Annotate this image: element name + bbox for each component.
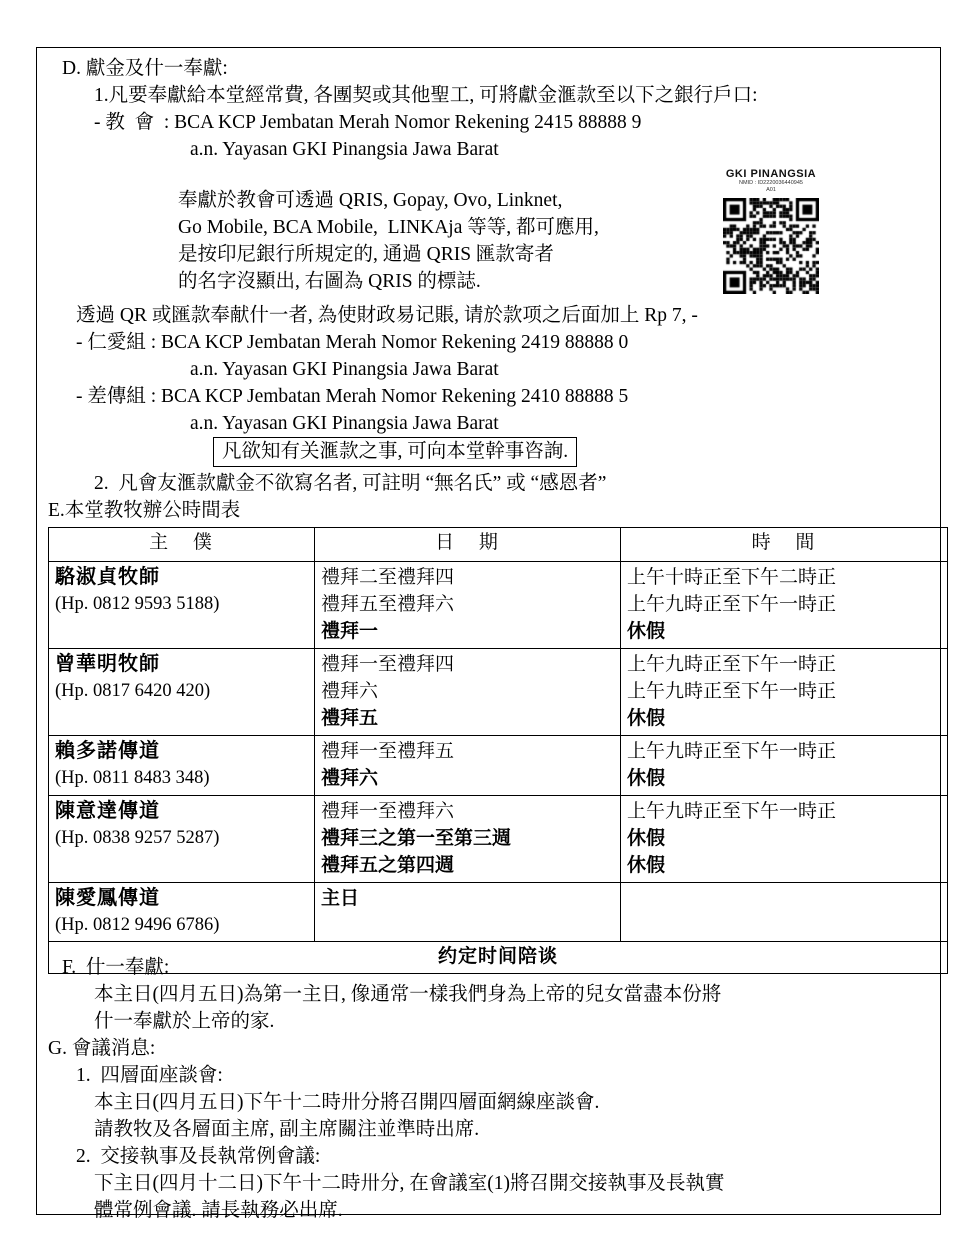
- section-g-item1-line2: 請教牧及各層面主席, 副主席關注並準時出席.: [94, 1119, 480, 1140]
- day-line: 禮拜一至禮拜四: [321, 654, 455, 675]
- time-line: 上午十時正至下午二時正: [627, 567, 837, 588]
- time-line: 休假: [627, 768, 666, 789]
- time-line: 上午九時正至下午一時正: [627, 681, 837, 702]
- servant-phone: (Hp. 0812 9496 6786): [55, 915, 220, 935]
- day-line: 禮拜五至禮拜六: [321, 594, 455, 615]
- cell-days: [315, 649, 621, 736]
- account-charity-label: - 仁愛組 : BCA KCP Jembatan Merah Nomor Rekening 2419 88888 0: [76, 332, 629, 353]
- header-servant: 主 僕: [49, 528, 315, 562]
- day-line: 禮拜三之第一至第三週: [321, 828, 512, 849]
- cell-times: [621, 736, 948, 796]
- cell-days: [315, 562, 621, 649]
- account-charity-holder: a.n. Yayasan GKI Pinangsia Jawa Barat: [190, 359, 499, 380]
- table-row: [49, 736, 948, 796]
- section-d-heading: D. 獻金及什一奉獻:: [62, 58, 228, 79]
- day-line: 主日: [321, 888, 360, 909]
- qr-title: GKI PINANGSIA: [725, 168, 817, 180]
- cell-servant-name: [49, 562, 315, 649]
- time-line: 休假: [627, 855, 666, 876]
- time-line: 上午九時正至下午一時正: [627, 801, 837, 822]
- qris-line-1: 奉獻於教會可透過 QRIS, Gopay, Ovo, Linknet,: [178, 190, 563, 211]
- qr-nmid: NMID : ID2220036440945: [739, 180, 803, 186]
- time-line: 上午九時正至下午一時正: [627, 741, 837, 762]
- day-line: 禮拜六: [321, 768, 379, 789]
- boxed-note: 凡欲知有关滙款之事, 可向本堂幹事咨詢.: [213, 437, 577, 467]
- section-g-heading: G. 會議消息:: [48, 1038, 156, 1059]
- section-d-line-2: - 教 會 : BCA KCP Jembatan Merah Nomor Rekening 2415 88888 9: [94, 112, 642, 133]
- section-f-heading: F. 什一奉獻:: [62, 957, 170, 978]
- time-line: 休假: [627, 828, 666, 849]
- cell-servant-name: [49, 736, 315, 796]
- cell-servant-name: [49, 649, 315, 736]
- document-content-bottom: [48, 954, 933, 1224]
- qr-code-image: [723, 198, 819, 294]
- table-row: [49, 649, 948, 736]
- time-line: 上午九時正至下午一時正: [627, 594, 837, 615]
- header-time: 時 間: [621, 528, 948, 562]
- servant-phone: (Hp. 0811 8483 348): [55, 768, 210, 788]
- section-d-line-3: a.n. Yayasan GKI Pinangsia Jawa Barat: [190, 139, 499, 160]
- day-line: 禮拜五之第四週: [321, 855, 455, 876]
- section-g-item2-line1: 下主日(四月十二日)下午十二時卅分, 在會議室(1)將召開交接執事及長執實: [94, 1173, 725, 1194]
- pastoral-schedule-table: [48, 527, 948, 974]
- section-g-item1-title: 1. 四層面座談會:: [76, 1065, 223, 1086]
- qr-a01: A01: [766, 187, 776, 193]
- qris-code-block: [719, 168, 823, 313]
- qris-line-4: 的名字沒顯出, 右圖為 QRIS 的標誌.: [178, 271, 481, 292]
- section-d-item-2: 2. 凡會友滙款獻金不欲寫名者, 可註明 “無名氏” 或 “感恩者”: [94, 473, 607, 494]
- cell-days: [315, 796, 621, 883]
- time-line: 休假: [627, 708, 666, 729]
- day-line: 禮拜五: [321, 708, 379, 729]
- day-line: 禮拜一: [321, 621, 379, 642]
- section-g-item1-line1: 本主日(四月五日)下午十二時卅分將召開四層面網線座談會.: [94, 1092, 600, 1113]
- table-header-row: [49, 528, 948, 562]
- section-f-line-1: 本主日(四月五日)為第一主日, 像通常一樣我們身為上帝的兒女當盡本份將: [94, 984, 722, 1005]
- day-line: 禮拜一至禮拜六: [321, 801, 455, 822]
- servant-name: 曾華明牧師: [55, 653, 160, 675]
- section-g-item2-title: 2. 交接執事及長執常例會議:: [76, 1146, 321, 1167]
- qris-line-2: Go Mobile, BCA Mobile, LINKAja 等等, 都可應用,: [178, 217, 599, 238]
- table-footer-note: 约定时间陪谈: [49, 942, 948, 974]
- section-g-item2-line2: 體常例會議. 請長執務必出席.: [94, 1200, 343, 1221]
- cell-times: [621, 883, 948, 942]
- section-e-heading: E.本堂教牧辦公時間表: [48, 500, 241, 521]
- day-line: 禮拜一至禮拜五: [321, 741, 455, 762]
- servant-name: 陳愛鳳傳道: [55, 887, 160, 909]
- account-mission-holder: a.n. Yayasan GKI Pinangsia Jawa Barat: [190, 413, 499, 434]
- time-line: 上午九時正至下午一時正: [627, 654, 837, 675]
- section-f-line-2: 什一奉獻於上帝的家.: [94, 1011, 275, 1032]
- servant-phone: (Hp. 0817 6420 420): [55, 681, 211, 701]
- cell-times: [621, 796, 948, 883]
- table-row: [49, 796, 948, 883]
- table-row: [49, 883, 948, 942]
- day-line: 禮拜六: [321, 681, 379, 702]
- day-line: 禮拜二至禮拜四: [321, 567, 455, 588]
- cell-days: [315, 883, 621, 942]
- qr-transfer-note: 透過 QR 或匯款奉献什一者, 為使財政易记賬, 请於款项之后面加上 Rp 7, -: [76, 305, 698, 326]
- section-d-line-1: 1.凡要奉獻給本堂經常費, 各團契或其他聖工, 可將獻金滙款至以下之銀行戶口:: [94, 85, 758, 106]
- cell-servant-name: [49, 796, 315, 883]
- servant-name: 賴多諾傳道: [55, 740, 160, 762]
- table-body: [49, 562, 948, 942]
- cell-days: [315, 736, 621, 796]
- account-mission-label: - 差傳組 : BCA KCP Jembatan Merah Nomor Rekening 2410 88888 5: [76, 386, 629, 407]
- servant-phone: (Hp. 0838 9257 5287): [55, 828, 220, 848]
- servant-name: 駱淑貞牧師: [55, 566, 160, 588]
- qris-line-3: 是按印尼銀行所規定的, 通過 QRIS 匯款寄者: [178, 244, 554, 265]
- cell-times: [621, 649, 948, 736]
- table-row: [49, 562, 948, 649]
- cell-times: [621, 562, 948, 649]
- servant-name: 陳意達傳道: [55, 800, 160, 822]
- header-date: 日 期: [315, 528, 621, 562]
- servant-phone: (Hp. 0812 9593 5188): [55, 594, 220, 614]
- time-line: 休假: [627, 621, 666, 642]
- cell-servant-name: [49, 883, 315, 942]
